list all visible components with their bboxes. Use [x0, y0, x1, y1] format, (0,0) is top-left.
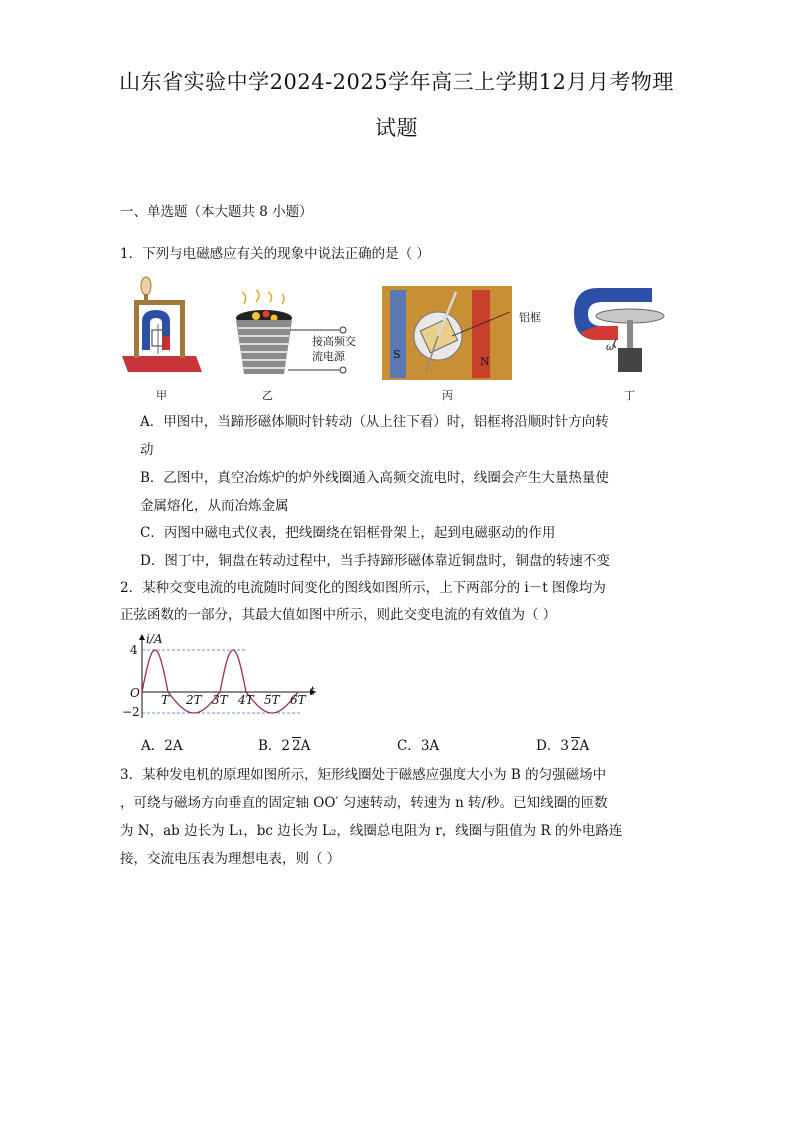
- sqrt-radicand: 2: [570, 738, 580, 754]
- y-axis-arrow: [139, 634, 145, 640]
- question-1-option-b-cont: 金属熔化，从而冶炼金属: [140, 498, 289, 514]
- question-2-line2: 正弦函数的一部分，其最大值如图中所示，则此交变电流的有效值为（ ）: [120, 607, 557, 623]
- x-tick-6t: 6T: [290, 693, 306, 707]
- question-3-line2: ，可绕与磁场方向垂直的固定轴 OO′ 匀速转动，转速为 n 转/秒。已知线圈的匝数: [120, 795, 608, 811]
- section-heading: 一、单选题（本大题共 8 小题）: [120, 204, 313, 220]
- x-tick-5t: 5T: [264, 693, 280, 707]
- figure-yi-note-line1: 接高频交: [312, 335, 356, 348]
- disc-base: [618, 348, 642, 372]
- magnet-red-pole: [162, 336, 170, 350]
- page-title-line2: 试题: [375, 116, 418, 140]
- question-2-option-b: B．2 2A: [258, 738, 311, 754]
- y-min-label: −2: [122, 705, 140, 719]
- sqrt-radicand: 2: [292, 738, 301, 754]
- question-3-line3: 为 N，ab 边长为 L₁，bc 边长为 L₂，线圈总电阻为 r，线圈与阻值为 R 的外电路连: [120, 823, 623, 839]
- question-1-option-d: D．图丁中，铜盘在转动过程中，当手持蹄形磁体靠近铜盘时，铜盘的转速不变: [140, 553, 610, 569]
- knob: [141, 277, 151, 295]
- y-axis-label: i/A: [146, 632, 163, 646]
- x-tick-2t: 2T: [186, 693, 202, 707]
- x-tick-t: T: [161, 693, 170, 707]
- question-1-option-b: B．乙图中，真空冶炼炉的炉外线圈通入高频交流电时，线圈会产生大量热量使: [140, 470, 609, 486]
- magnet-pole-s: [390, 290, 406, 378]
- question-2-option-d: D．3 2A: [536, 738, 590, 754]
- terminal: [340, 367, 346, 373]
- aluminum-frame-label: 铝框: [519, 311, 541, 324]
- disc-shaft: [627, 320, 633, 348]
- x-tick-3t: 3T: [212, 693, 228, 707]
- frame-right: [180, 302, 185, 358]
- figure-bing: [382, 286, 512, 380]
- figure-label-jia: 甲: [156, 389, 167, 402]
- question-1-option-a: A．甲图中，当蹄形磁体顺时针转动（从上往下看）时，铝框将沿顺时针方向转: [140, 414, 609, 430]
- figure-ding: [568, 282, 672, 382]
- figure-label-ding: 丁: [624, 389, 635, 402]
- question-3-line1: 3．某种发电机的原理如图所示，矩形线圈处于磁感应强度大小为 B 的匀强磁场中: [120, 767, 607, 783]
- rotation-arrow: [614, 340, 616, 348]
- origin-label: O: [130, 686, 140, 700]
- figure-yi-note-line2: 流电源: [312, 350, 345, 363]
- y-max-label: 4: [130, 643, 138, 657]
- base-plate: [122, 356, 202, 372]
- metal-piece: [263, 311, 270, 318]
- figure-label-yi: 乙: [262, 389, 273, 402]
- x-axis-label: t: [310, 684, 315, 698]
- omega-label: ω: [606, 342, 615, 353]
- figure-label-bing: 丙: [442, 389, 453, 402]
- question-3-line4: 接，交流电压表为理想电表，则（ ）: [120, 851, 341, 867]
- metal-piece: [252, 312, 260, 320]
- frame-left: [134, 302, 139, 358]
- question-1-option-c: C．丙图中磁电式仪表，把线圈绕在铝框骨架上，起到电磁驱动的作用: [140, 525, 556, 541]
- pole-n-label: N: [480, 355, 490, 368]
- figure-jia: [118, 276, 204, 382]
- question-2-option-a: A．2A: [141, 738, 183, 754]
- question-1-stem: 1．下列与电磁感应有关的现象中说法正确的是（ ）: [120, 246, 430, 262]
- pole-s-label: S: [393, 348, 401, 361]
- question-2-line1: 2．某种交变电流的电流随时间变化的图线如图所示，上下两部分的 i－t 图像均为: [120, 580, 606, 596]
- heat-waves: [242, 290, 284, 304]
- axle: [144, 294, 148, 302]
- frame-top: [134, 300, 185, 305]
- question-1-option-a-cont: 动: [140, 442, 154, 458]
- x-tick-4t: 4T: [238, 693, 254, 707]
- page-title: 山东省实验中学2024-2025学年高三上学期12月月考物理: [119, 70, 674, 94]
- question-2-option-c: C．3A: [397, 738, 440, 754]
